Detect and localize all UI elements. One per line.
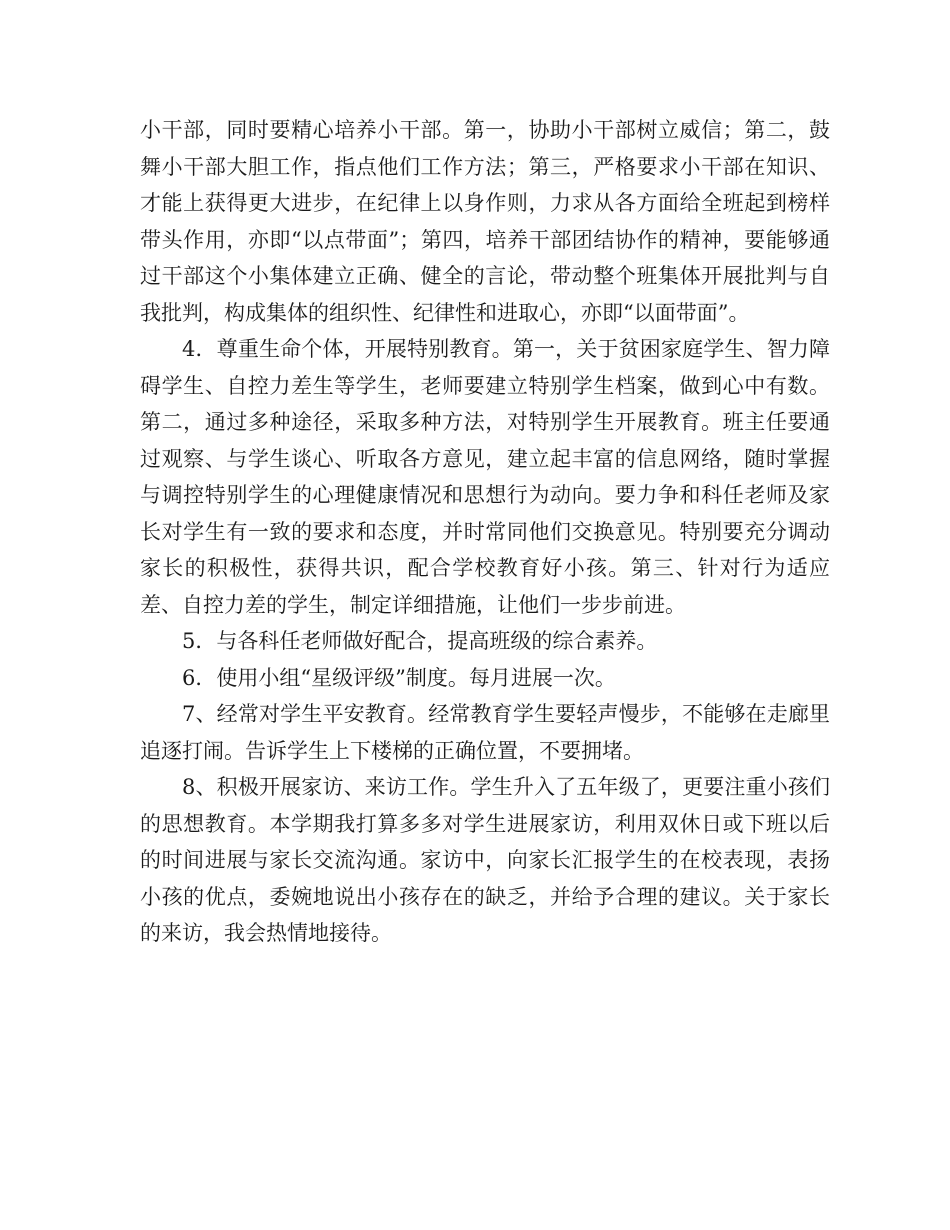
paragraph-1: 小干部，同时要精心培养小干部。第一，协助小干部树立威信；第二，鼓舞小干部大胆工作，指点他们工作方法；第三，严格要求小干部在知识、才能上获得更大进步，在纪律上以身作则，力求从各方面给全班起到榜样带头作用，亦即“以点带面”；第四，培养干部团结协作的精神，要能够通过干部这个小集体建立正确、健全的言论，带动整个班集体开展批判与自我批判，构成集体的组织性、纪律性和进取心，亦即“以面带面”。 — [140, 118, 830, 325]
paragraph-4: 6．使用小组“星级评级”制度。每月进展一次。 — [182, 665, 616, 690]
paragraph-2: 4．尊重生命个体，开展特别教育。第一，关于贫困家庭学生、智力障碍学生、自控力差生等学生，老师要建立特别学生档案，做到心中有数。第二，通过多种途径，采取多种方法，对特别学生开展教育。班主任要通过观察、与学生谈心、听取各方意见，建立起丰富的信息网络，随时掌握与调控特别学生的心理健康情况和思想行为动向。要力争和科任老师及家长对学生有一致的要求和态度，并时常同他们交换意见。特别要充分调动家长的积极性，获得共识，配合学校教育好小孩。第三、针对行为适应差、自控力差的学生，制定详细措施，让他们一步步前进。 — [140, 337, 830, 617]
paragraph-6: 8、积极开展家访、来访工作。学生升入了五年级了，更要注重小孩们的思想教育。本学期我打算多多对学生进展家访，利用双休日或下班以后的时间进展与家长交流沟通。家访中，向家长汇报学生的在校表现，表扬小孩的优点，委婉地说出小孩存在的缺乏，并给予合理的建议。关于家长的来访，我会热情地接待。 — [140, 775, 830, 945]
paragraph-5: 7、经常对学生平安教育。经常教育学生要轻声慢步，不能够在走廊里追逐打闹。告诉学生上下楼梯的正确位置，不要拥堵。 — [140, 702, 830, 763]
paragraph-3: 5．与各科任老师做好配合，提高班级的综合素养。 — [182, 629, 658, 653]
document-body — [140, 112, 830, 952]
